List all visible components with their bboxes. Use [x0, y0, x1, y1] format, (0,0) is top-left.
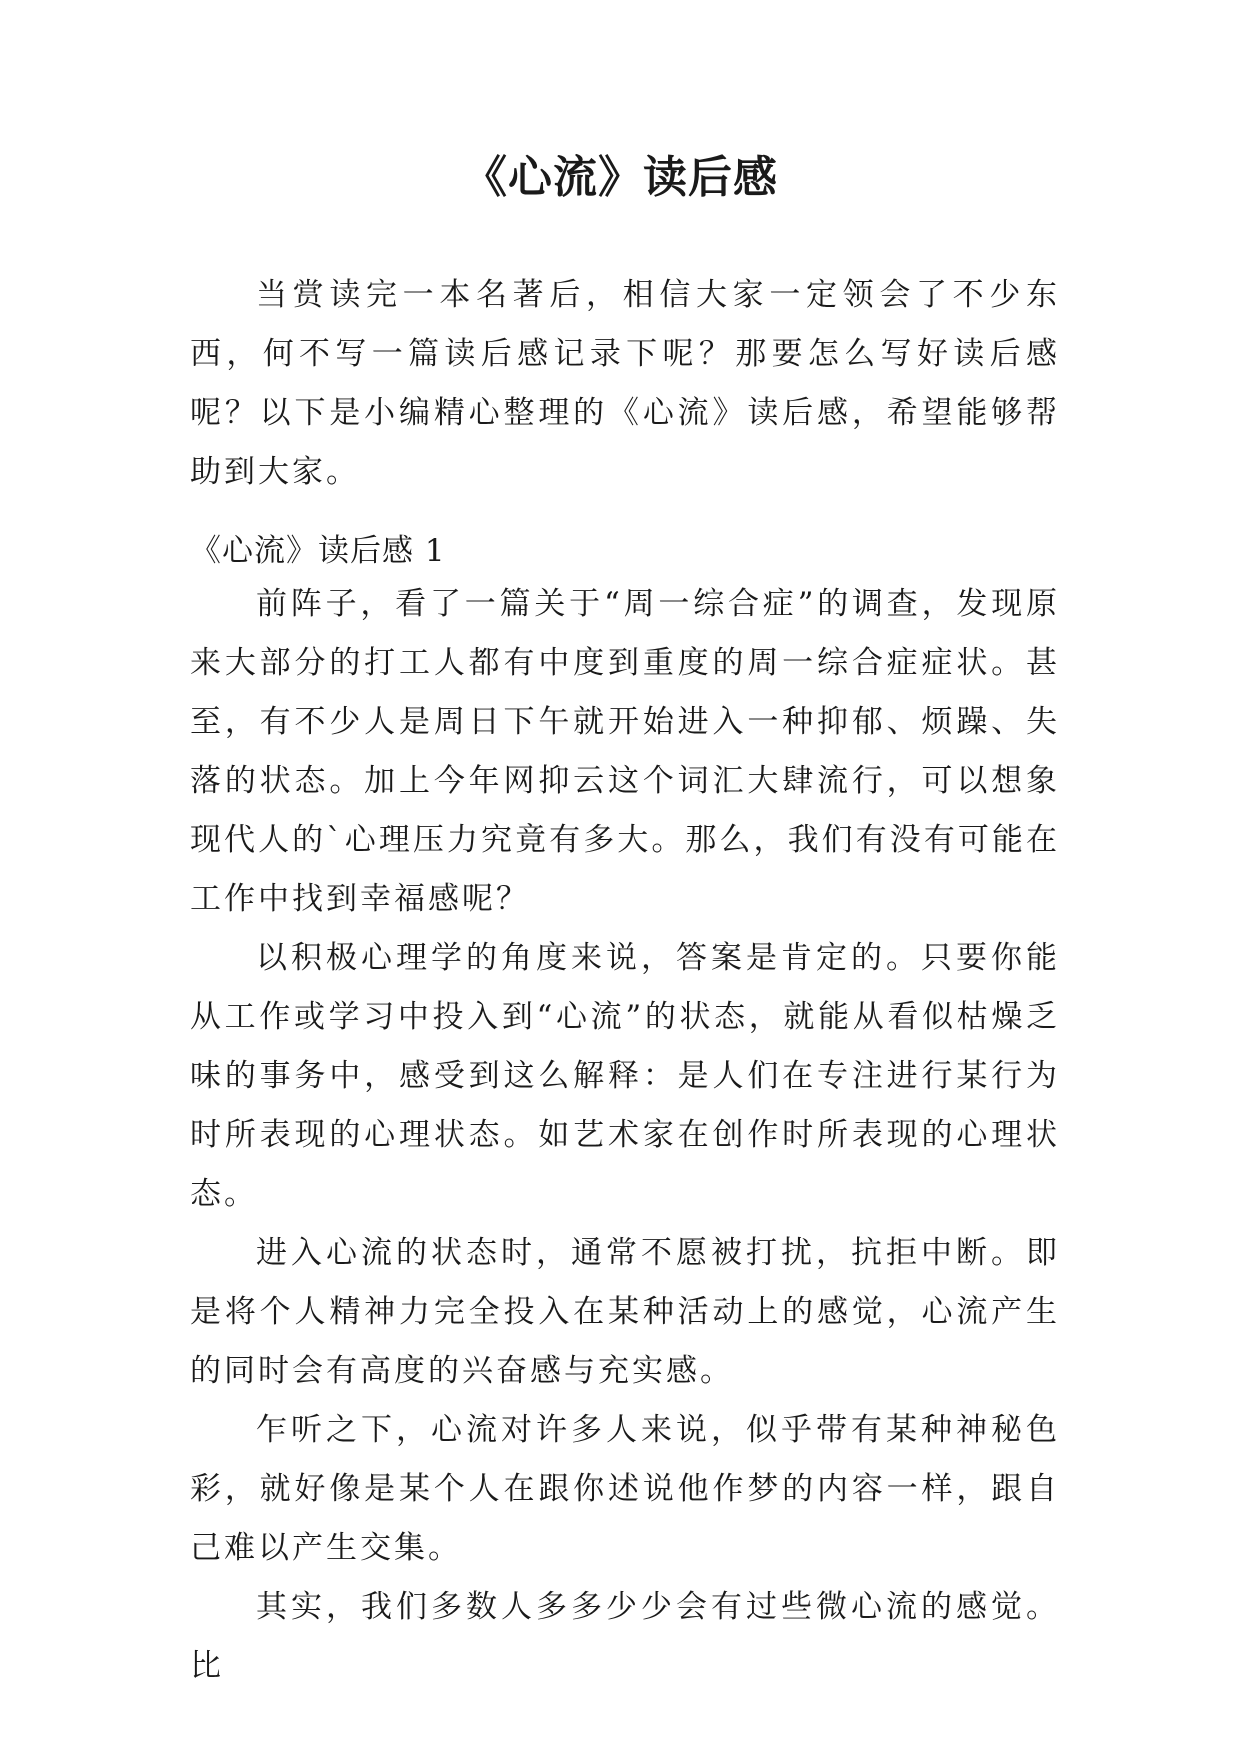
intro-paragraph: 当赏读完一本名著后，相信大家一定领会了不少东西，何不写一篇读后感记录下呢？那要怎么写好读后感呢？以下是小编精心整理的《心流》读后感，希望能够帮助到大家。	[190, 277, 1060, 490]
body-paragraph: 进入心流的状态时，通常不愿被打扰，抗拒中断。即是将个人精神力完全投入在某种活动上的感觉，心流产生的同时会有高度的兴奋感与充实感。	[190, 1235, 1060, 1389]
body-paragraph: 乍听之下，心流对许多人来说，似乎带有某种神秘色彩，就好像是某个人在跟你述说他作梦的内容一样，跟自己难以产生交集。	[190, 1412, 1060, 1566]
document-title: 《心流》读后感	[463, 152, 778, 203]
section-heading: 《心流》读后感 1	[190, 533, 446, 569]
body-paragraph: 以积极心理学的角度来说，答案是肯定的。只要你能从工作或学习中投入到“心流”的状态，就能从看似枯燥乏味的事务中，感受到这么解释：是人们在专注进行某行为时所表现的心理状态。如艺术家在创作时所表现的心理状态。	[190, 940, 1060, 1212]
intro-block	[190, 266, 1060, 502]
body-paragraph: 其实，我们多数人多多少少会有过些微心流的感觉。比	[190, 1589, 1060, 1684]
article-body	[190, 575, 1060, 1696]
body-paragraph: 前阵子，看了一篇关于“周一综合症”的调查，发现原来大部分的打工人都有中度到重度的周一综合症症状。甚至，有不少人是周日下午就开始进入一种抑郁、烦躁、失落的状态。加上今年网抑云这个词汇大肆流行，可以想象现代人的`心理压力究竟有多大。那么，我们有没有可能在工作中找到幸福感呢？	[190, 586, 1060, 917]
